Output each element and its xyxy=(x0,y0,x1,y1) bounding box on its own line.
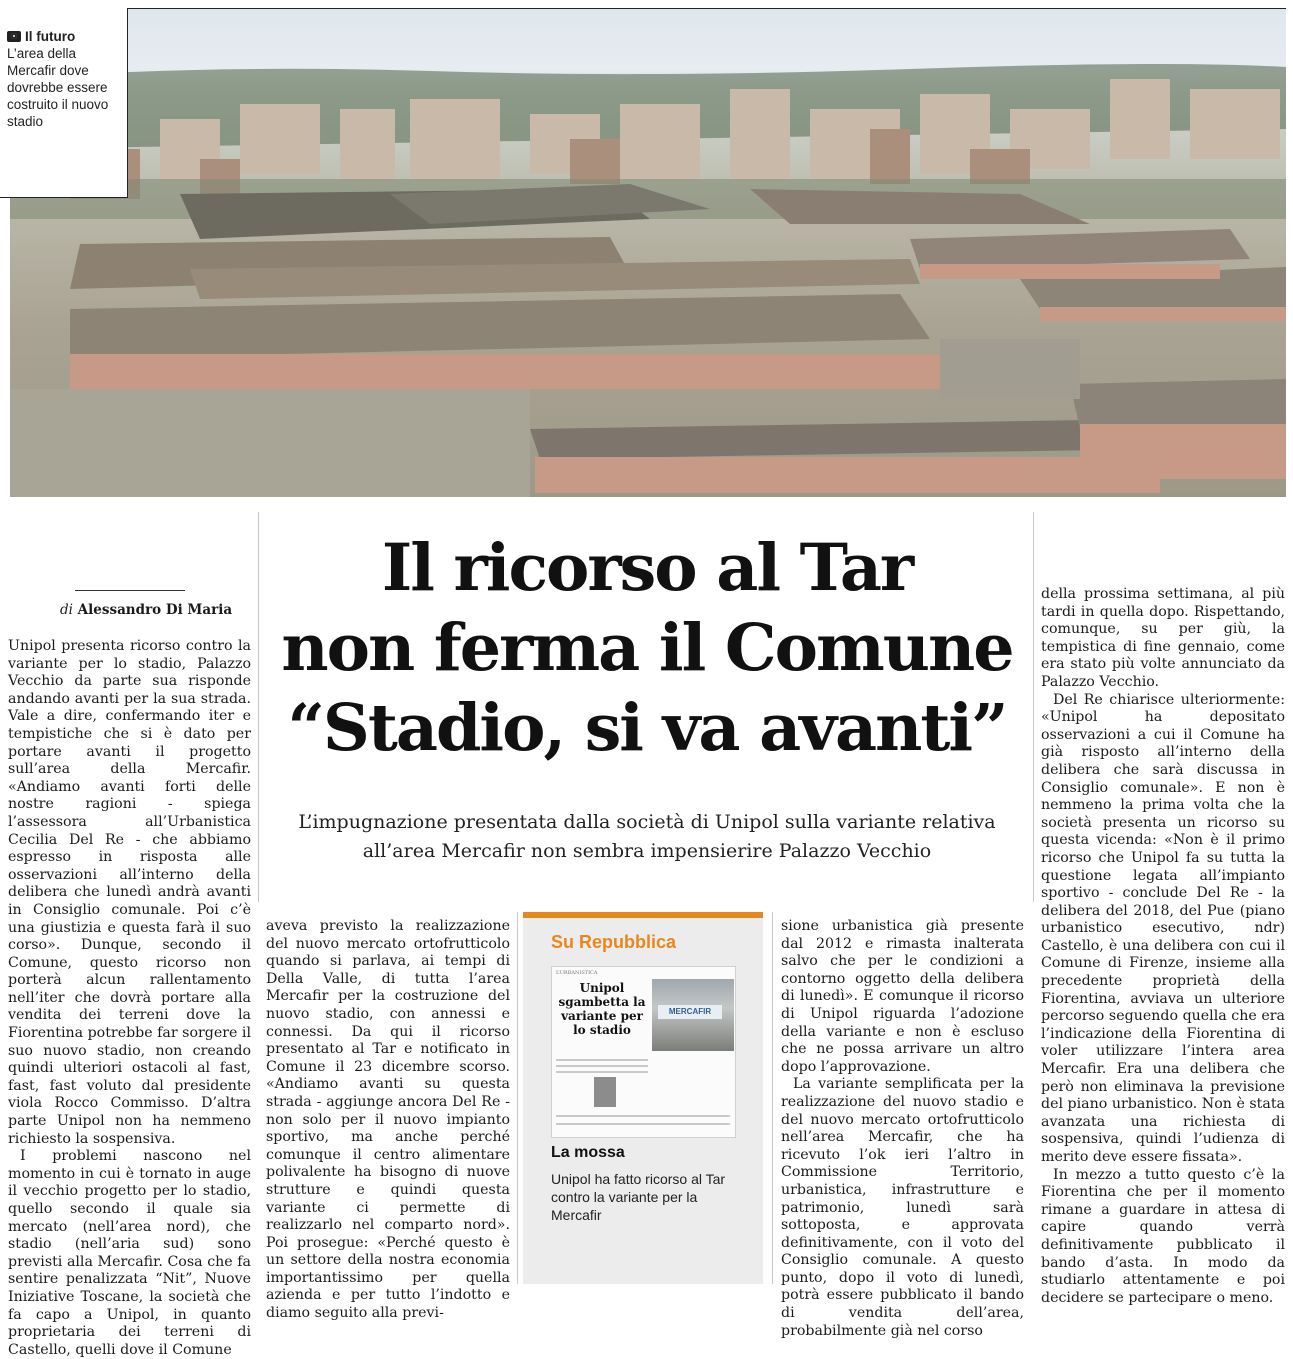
column-rule xyxy=(517,912,518,1284)
thumbnail-sign: MERCAFIR xyxy=(658,1005,722,1019)
caption-text: L’area della Mercafir dove dovrebbe essere costruito il nuovo stadio xyxy=(7,46,109,129)
paragraph: In mezzo a tutto questo c’è la Fiorentina che per il momento rimane a guardare in attesa di capire quando verrà definitivamente pubblicato il bando d’asta. In modo da studiarlo attentamente e poi decidere se partecipare o meno. xyxy=(1041,1166,1285,1306)
paragraph: La variante semplificata per la realizzazione del nuovo stadio e del nuovo mercato ortofrutticolo nell’area Mercafir, che ha ricevuto l’ok ieri l’altro in Commissione Territorio, urbanistica, infrastrutture e patrimonio, lunedì sarà sottoposta, e approvata definitivamente, con il voto del Consiglio comunale. A questo punto, dopo il voto di lunedì, potrà essere pubblicato il bando di vendita dell’area, probabilmente già nel corso xyxy=(781,1076,1024,1339)
thumbnail-text-line xyxy=(556,1059,648,1061)
caption-title-row xyxy=(7,28,121,45)
paragraph: Del Re chiarisce ulteriormente: «Unipol ha depositato osservazioni a cui il Comune ha già risposto all’interno della delibera che sarà discussa in Consiglio comunale». E non è nemmeno la prima volta che la società presenta un ricorso su questa vicenda: «Non è il primo ricorso che Unipol fa su tutta la questione legata all’impianto sportivo - conclude Del Re - la delibera del 2018, del Pue (piano urbanistico esecutivo, ndr) Castello, è una delibera con cui il Comune di Firenze, insieme alla precedente proprietà della Fiorentina, avviava un ulteriore percorso seguendo quella che era l’indicazione della Fiorentina di voler utilizzare l’intera area Mercafir. Era una delibera che però non eliminava la previsione del piano urbanistico. Non è stata avanzata una richiesta di sospensiva, quindi l’udienza di merito deve essere fissata». xyxy=(1041,691,1285,1165)
column-rule xyxy=(258,512,259,902)
repubblica-box xyxy=(523,912,763,1284)
mercafir-aerial-photo xyxy=(10,8,1286,497)
summary-line: all’area Mercafir non sembra impensierire Palazzo Vecchio xyxy=(362,840,932,862)
headline xyxy=(262,528,1032,768)
article-column-3 xyxy=(781,918,1024,1340)
thumbnail-headline: Unipol sgambetta la variante per lo stadio xyxy=(558,981,646,1037)
thumbnail-text-line xyxy=(556,1123,730,1125)
byline-rule xyxy=(75,590,185,591)
caption-title: Il futuro xyxy=(25,29,76,44)
repubblica-box-description: Unipol ha fatto ricorso al Tar contro la variante per la Mercafir xyxy=(551,1171,726,1223)
thumbnail-text-line xyxy=(556,1065,648,1067)
article-column-2 xyxy=(266,918,510,1323)
column-rule xyxy=(772,912,773,1284)
photo-caption xyxy=(0,8,128,198)
thumbnail-portrait xyxy=(594,1077,616,1107)
thumbnail-text-line xyxy=(556,1115,730,1117)
paragraph: Unipol presenta ricorso contro la variante per lo stadio, Palazzo Vecchio da parte sua risponde andando avanti per la sua strada. Vale a dire, confermando iter e tempistiche che si è dato per portare avanti il progetto sull’area della Mercafir. «Andiamo avanti forti delle nostre ragioni - spiega l’assessora all’Urbanistica Cecilia Del Re - che abbiamo espresso in risposta alle osservazioni all’interno della delibera che lunedì andrà avanti in Consiglio comunale. Poi c’è una giustizia e questa farà il suo corso». Dunque, secondo il Comune, questo ricorso non porterà alcun rallentamento nell’iter che dovrà portare alla vendita dei terreni dove la Fiorentina potrebbe far sorgere il suo nuovo stadio, non creando quindi ulteriori ostacoli al fast, fast, fast voluto dal presidente viola Rocco Commisso. D’altra parte Unipol non ha nemmeno richiesto la sospensiva. xyxy=(8,638,252,1147)
repubblica-box-subtitle: La mossa xyxy=(551,1144,625,1161)
headline-line: Il ricorso al Tar xyxy=(381,530,913,606)
aerial-illustration xyxy=(10,9,1286,497)
thumbnail-text-line xyxy=(556,1071,648,1073)
byline-author: Alessandro Di Maria xyxy=(77,602,233,618)
paragraph: sione urbanistica già presente dal 2012 e rimasta inalterata salvo che per le condizioni a contorno oggetto della delibera di lunedì». E comunque il ricorso di Unipol riguarda l’adozione della variante e non è escluso che ne possa arrivare un altro dopo l’approvazione. xyxy=(781,918,1024,1075)
column-rule xyxy=(1033,512,1034,902)
byline xyxy=(60,602,232,618)
headline-line: “Stadio, si va avanti” xyxy=(287,690,1007,766)
byline-prefix: di xyxy=(60,602,73,618)
repubblica-page-thumbnail xyxy=(551,966,736,1138)
repubblica-box-title: Su Repubblica xyxy=(551,932,677,952)
summary-line: L’impugnazione presentata dalla società di Unipol sulla variante relativa xyxy=(298,811,996,833)
headline-line: non ferma il Comune xyxy=(281,610,1013,686)
thumbnail-kicker: L’URBANISTICA xyxy=(556,970,598,976)
camera-icon xyxy=(7,31,21,42)
paragraph: aveva previsto la realizzazione del nuovo mercato ortofrutticolo quando si parlava, ai tempi di Della Valle, di tutta l’area Mercafir per la costruzione del nuovo stadio, con annessi e connessi. Da qui il ricorso presentato al Tar e notificato in Comune il 23 dicembre scorso. «Andiamo avanti su questa strada - aggiunge ancora Del Re - non solo per il nuovo impianto sportivo, ma anche perché comunque il centro alimentare polivalente ha bisogno di nuove strutture e quindi questa variante ci permette di realizzarlo nel comparto nord». Poi prosegue: «Perché questo è un settore della nostra economia importantissimo per quella azienda e per tutto l’indotto e diamo seguito alla previ- xyxy=(266,918,510,1322)
paragraph: I problemi nascono nel momento in cui è tornato in auge il vecchio progetto per lo stadio, quello secondo il quale sia mercato (nell’area nord), che stadio (nell’aria sud) sono previsti alla Mercafir. Cosa che fa sentire penalizzata “Nit”, Nuove Iniziative Toscane, la società che fa capo a Unipol, in quanto proprietaria dei terreni di Castello, quelli dove il Comune xyxy=(8,1148,251,1358)
article-column-4 xyxy=(1041,586,1285,1307)
paragraph: della prossima settimana, al più tardi in quella dopo. Rispettando, comunque, su per giù, la tempistica di fine gennaio, come era stato più volte annunciato da Palazzo Vecchio. xyxy=(1041,586,1285,690)
article-column-1 xyxy=(8,638,251,1359)
summary xyxy=(262,808,1032,866)
